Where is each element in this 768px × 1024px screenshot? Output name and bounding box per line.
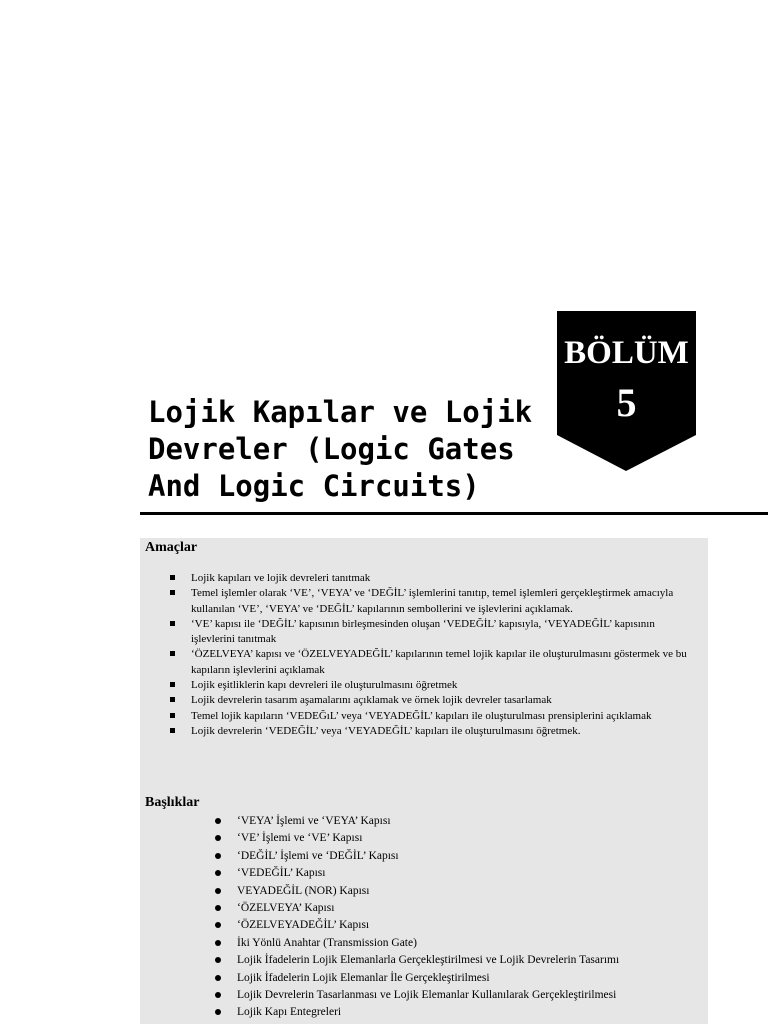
list-item: Lojik İfadelerin Lojik Elemanlar İle Gerçekleştirilmesi: [215, 970, 705, 987]
title-divider: [140, 512, 768, 515]
list-item: ‘DEĞİL’ İşlemi ve ‘DEĞİL’ Kapısı: [215, 848, 705, 865]
chapter-badge: [557, 311, 696, 471]
list-item: ‘ÖZELVEYA’ Kapısı: [215, 900, 705, 917]
list-item: Lojik devrelerin tasarım aşamalarını açıklamak ve örnek lojik devreler tasarlamak: [168, 693, 698, 708]
list-item: VEYADEĞİL (NOR) Kapısı: [215, 883, 705, 900]
list-item: ‘VE’ kapısı ile ‘DEĞİL’ kapısının birleşmesinden oluşan ‘VEDEĞİL’ kapısıyla, ‘VEYADEĞİL’ kapısının işlevlerini tanıtmak: [168, 617, 698, 648]
list-item: Lojik devrelerin ‘VEDEĞİL’ veya ‘VEYADEĞİL’ kapıları ile oluşturulmasını öğretmek.: [168, 724, 698, 739]
list-item: Temel işlemler olarak ‘VE’, ‘VEYA’ ve ‘DEĞİL’ işlemlerini tanıtıp, temel işlemleri gerçekleştirmek amacıyla kullanılan ‘VE’, ‘VEYA’ ve ‘DEĞİL’ kapılarının sembollerini ve işlevlerini açıklamak.: [168, 586, 698, 617]
topics-list: [215, 813, 705, 1022]
list-item: Lojik Devrelerin Tasarlanması ve Lojik Elemanlar Kullanılarak Gerçekleştirilmesi: [215, 987, 705, 1004]
topics-heading: Başlıklar: [145, 795, 200, 810]
list-item: Lojik eşitliklerin kapı devreleri ile oluşturulmasını öğretmek: [168, 678, 698, 693]
list-item: ‘VEDEĞİL’ Kapısı: [215, 865, 705, 882]
list-item: ‘VE’ İşlemi ve ‘VE’ Kapısı: [215, 830, 705, 847]
chapter-label: BÖLÜM: [564, 335, 689, 371]
list-item: ‘ÖZELVEYA’ kapısı ve ‘ÖZELVEYADEĞİL’ kapılarının temel lojik kapılar ile oluşturulmasını göstermek ve bu kapıların işlevlerini açıklamak: [168, 647, 698, 678]
chapter-number: 5: [616, 380, 637, 425]
list-item: ‘VEYA’ İşlemi ve ‘VEYA’ Kapısı: [215, 813, 705, 830]
chapter-title: Lojik Kapılar ve Lojik Devreler (Logic Gates And Logic Circuits): [148, 395, 533, 503]
list-item: ‘ÖZELVEYADEĞİL’ Kapısı: [215, 917, 705, 934]
list-item: Lojik kapıları ve lojik devreleri tanıtmak: [168, 571, 698, 586]
list-item: İki Yönlü Anahtar (Transmission Gate): [215, 935, 705, 952]
list-item: Temel lojik kapıların ‘VEDEĞıL’ veya ‘VEYADEĞİL’ kapıları ile oluşturulması prensiplerini açıklamak: [168, 709, 698, 724]
list-item: Lojik Kapı Entegreleri: [215, 1004, 705, 1021]
list-item: Lojik İfadelerin Lojik Elemanlarla Gerçekleştirilmesi ve Lojik Devrelerin Tasarımı: [215, 952, 705, 969]
objectives-list: [168, 571, 698, 739]
objectives-heading: Amaçlar: [145, 540, 198, 555]
